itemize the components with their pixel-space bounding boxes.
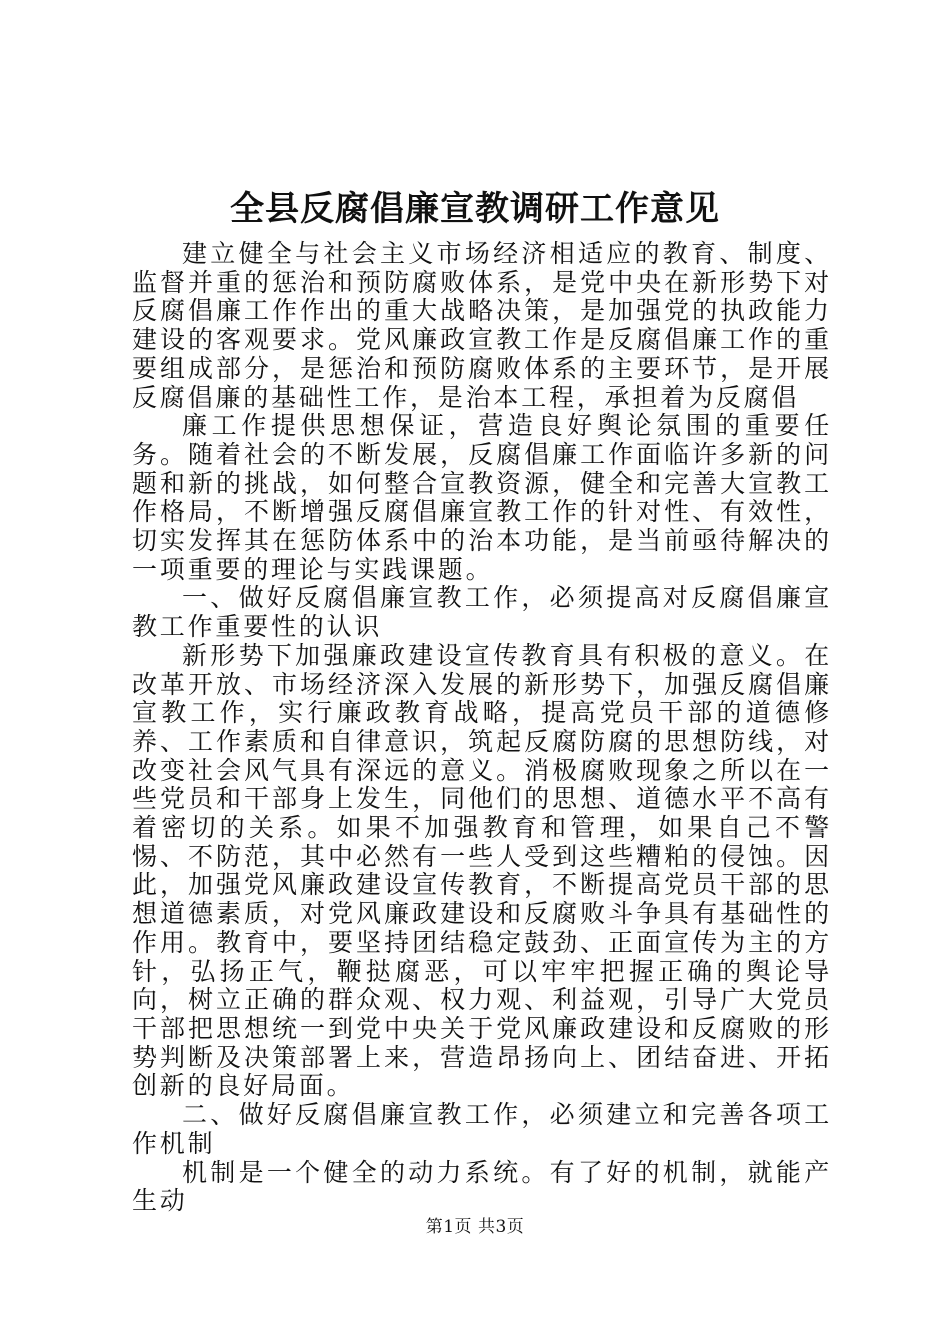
section-heading-1: 一、做好反腐倡廉宣教工作，必须提高对反腐倡廉宣教工作重要性的认识	[132, 583, 832, 642]
page-number-footer: 第1页 共3页	[425, 1217, 525, 1237]
paragraph-section-2: 机制是一个健全的动力系统。有了好的机制，就能产生动	[132, 1157, 832, 1216]
document-body	[132, 240, 832, 1216]
paragraph-section-1: 新形势下加强廉政建设宣传教育具有积极的意义。在改革开放、市场经济深入发展的新形势下，加强反腐倡廉宣教工作，实行廉政教育战略，提高党员干部的道德修养、工作素质和自律意识，筑起反腐防腐的思想防线，对改变社会风气具有深远的意义。消极腐败现象之所以在一些党员和干部身上发生，同他们的思想、道德水平不高有着密切的关系。如果不加强教育和管理，如果自己不警惕、不防范，其中必然有一些人受到这些糟粕的侵蚀。因此，加强党风廉政建设宣传教育，不断提高党员干部的思想道德素质，对党风廉政建设和反腐败斗争具有基础性的作用。教育中，要坚持团结稳定鼓劲、正面宣传为主的方针，弘扬正气，鞭挞腐恶，可以牢牢把握正确的舆论导向，树立正确的群众观、权力观、利益观，引导广大党员干部把思想统一到党中央关于党风廉政建设和反腐败的形势判断及决策部署上来，营造昂扬向上、团结奋进、开拓创新的良好局面。	[132, 640, 832, 1101]
section-heading-2: 二、做好反腐倡廉宣教工作，必须建立和完善各项工作机制	[132, 1100, 832, 1158]
paragraph-intro-continued: 廉工作提供思想保证，营造良好舆论氛围的重要任务。随着社会的不断发展，反腐倡廉工作面临许多新的问题和新的挑战，如何整合宣教资源，健全和完善大宣教工作格局，不断增强反腐倡廉宣教工作的针对性、有效性，切实发挥其在惩防体系中的治本功能，是当前亟待解决的一项重要的理论与实践课题。	[132, 411, 832, 584]
document-title: 全县反腐倡廉宣教调研工作意见	[230, 189, 720, 229]
paragraph-intro: 建立健全与社会主义市场经济相适应的教育、制度、监督并重的惩治和预防腐败体系，是党中央在新形势下对反腐倡廉工作作出的重大战略决策，是加强党的执政能力建设的客观要求。党风廉政宣教工作是反腐倡廉工作的重要组成部分，是惩治和预防腐败体系的主要环节，是开展反腐倡廉的基础性工作，是治本工程，承担着为反腐倡	[132, 239, 832, 412]
